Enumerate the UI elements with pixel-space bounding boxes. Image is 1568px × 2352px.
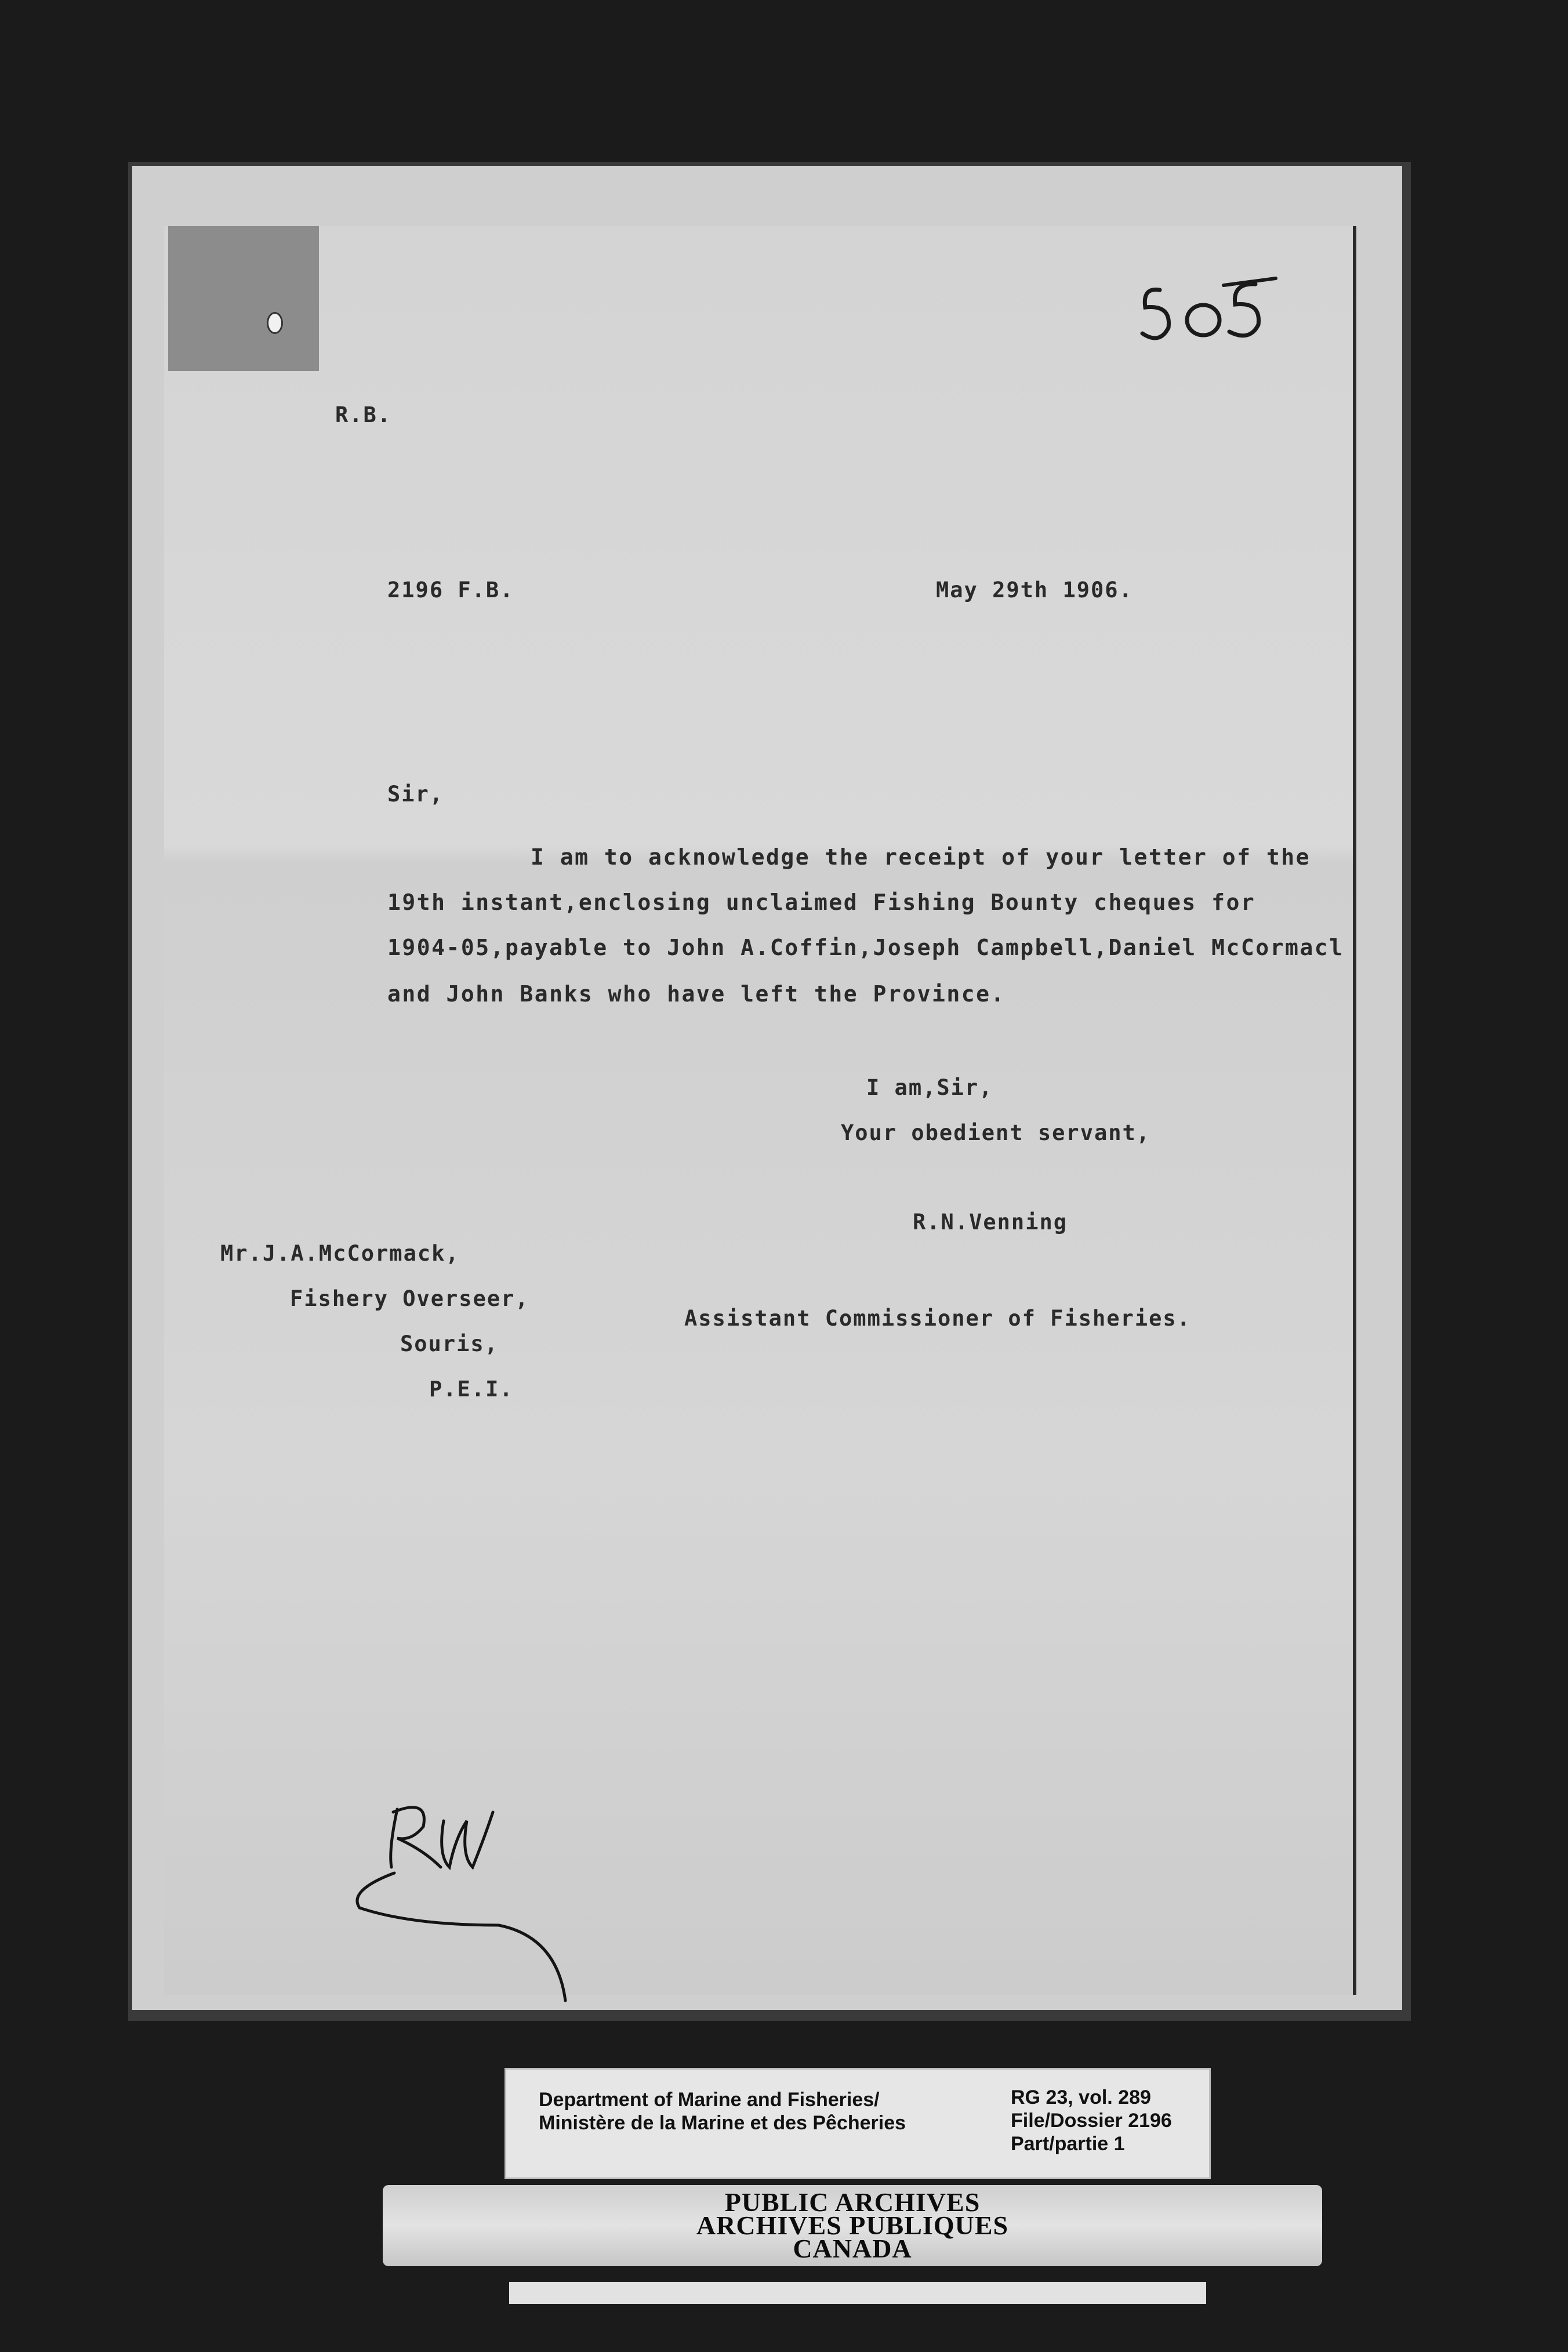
file-reference: 2196 F.B. (387, 578, 514, 602)
punch-hole (267, 312, 283, 334)
handwritten-initials (342, 1786, 574, 2006)
stamp-line-2: ARCHIVES PUBLIQUES (696, 2211, 1009, 2240)
address-line-4: P.E.I. (429, 1377, 514, 1402)
letter-date: May 29th 1906. (936, 578, 1133, 602)
body-line-4: and John Banks who have left the Province. (387, 981, 1006, 1007)
body-line-2: 19th instant,enclosing unclaimed Fishing Bounty cheques for (387, 890, 1256, 915)
address-line-1: Mr.J.A.McCormack, (220, 1241, 460, 1266)
archive-label-part: Part/partie 1 (1011, 2133, 1125, 2155)
body-line-1: I am to acknowledge the receipt of your letter of the (531, 844, 1311, 870)
closing-line-2: Your obedient servant, (841, 1120, 1151, 1145)
address-line-2: Fishery Overseer, (290, 1286, 529, 1311)
archive-label-reference (1011, 2086, 1172, 2155)
archive-label-file: File/Dossier 2196 (1011, 2110, 1172, 2132)
archive-label-line-2: Ministère de la Marine et des Pêcheries (539, 2112, 906, 2134)
stamp-line-3: CANADA (793, 2234, 912, 2263)
archive-label-department (539, 2088, 906, 2135)
letter-page (164, 226, 1353, 1995)
reference-initials: R.B. (335, 402, 392, 427)
film-edge-strip (509, 2282, 1206, 2304)
archive-label-line-1: Department of Marine and Fisheries/ (539, 2089, 880, 2111)
address-line-3: Souris, (400, 1331, 499, 1356)
folder-tab (168, 226, 319, 371)
signer-title: Assistant Commissioner of Fisheries. (684, 1306, 1191, 1331)
archives-stamp (383, 2185, 1322, 2266)
archive-label (504, 2068, 1211, 2179)
body-line-3: 1904-05,payable to John A.Coffin,Joseph Campbell,Daniel McCormacl (387, 935, 1344, 960)
signer-name: R.N.Venning (913, 1210, 1068, 1235)
stamp-line-1: PUBLIC ARCHIVES (724, 2187, 981, 2217)
salutation: Sir, (387, 782, 444, 807)
closing-line-1: I am,Sir, (866, 1075, 993, 1100)
page-number-handwritten (1137, 273, 1287, 354)
archive-label-rg: RG 23, vol. 289 (1011, 2086, 1151, 2108)
